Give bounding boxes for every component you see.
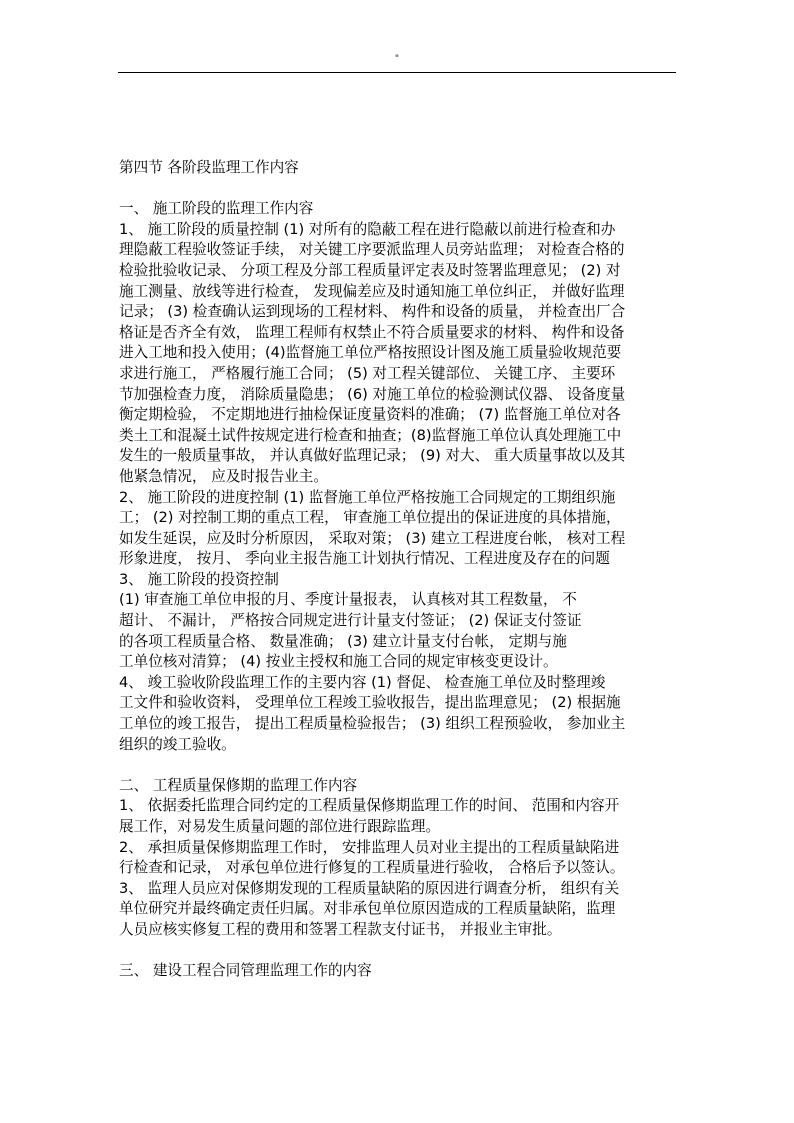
text-line: 格证是否齐全有效， 监理工程师有权禁止不符合质量要求的材料、 构件和设备	[119, 323, 625, 341]
section-title: 第四节 各阶段监理工作内容	[119, 159, 299, 176]
document-body	[119, 158, 681, 982]
header-mark: "	[394, 54, 400, 64]
part1-heading: 一、 施工阶段的监理工作内容	[119, 200, 314, 218]
text-line: 衡定期检验， 不定期地进行抽检保证度量资料的准确； (7) 监督施工单位对各	[119, 406, 621, 424]
part3-heading: 三、 建设工程合同管理监理工作的内容	[119, 962, 372, 980]
text-line: 理隐蔽工程验收签证手续， 对关键工序要派监理人员旁站监理； 对检查合格的	[119, 241, 625, 259]
text-line: 单位研究并最终确定责任归属。对非承包单位原因造成的工程质量缺陷，监理	[119, 900, 616, 918]
text-line: 超计、 不漏计， 严格按合同规定进行计量支付签证； (2) 保证支付签证	[119, 612, 582, 630]
text-line: 展工作，对易发生质量问题的部位进行跟踪监理。	[119, 818, 441, 835]
part2-paragraph-1	[119, 796, 681, 837]
part1-paragraph-2	[119, 488, 681, 570]
text-line: (1) 审查施工单位申报的月、季度计量报表， 认真核对其工程数量， 不	[119, 591, 577, 609]
text-line: 4、 竣工验收阶段监理工作的主要内容 (1) 督促、 检查施工单位及时整理竣	[119, 673, 606, 691]
text-line: 的各项工程质量合格、 数量准确； (3) 建立计量支付台帐， 定期与施	[119, 632, 567, 650]
text-line: 人员应核实修复工程的费用和签署工程款支付证书， 并报业主审批。	[119, 920, 562, 938]
part1-paragraph-3	[119, 590, 681, 672]
part1-paragraph-1	[119, 220, 681, 488]
text-line: 记录； (3) 检查确认运到现场的工程材料、 构件和设备的质量， 并检查出厂合	[119, 303, 626, 321]
text-line: 1、 依据委托监理合同约定的工程质量保修期监理工作的时间、 范围和内容开	[119, 797, 620, 815]
text-line: 施工测量、放线等进行检查， 发现偏差应及时通知施工单位纠正， 并做好监理	[119, 282, 625, 300]
text-line: 检验批验收记录、 分项工程及分部工程质量评定表及时签署监理意见； (2) 对	[119, 261, 621, 279]
text-line: 工单位核对清算； (4) 按业主授权和施工合同的规定审核变更设计。	[119, 653, 558, 671]
text-line: 工； (2) 对控制工期的重点工程， 审查施工单位提出的保证进度的具体措施，	[119, 509, 621, 527]
part1-paragraph-3-heading: 3、 施工阶段的投资控制	[119, 570, 279, 588]
text-line: 发生的一般质量事故， 并认真做好监理记录； (9) 对大、 重大质量事故以及其	[119, 447, 626, 465]
text-line: 进入工地和投入使用；(4)监督施工单位严格按照设计图及施工质量验收规范要	[119, 344, 622, 362]
text-line: 组织的竣工验收。	[119, 735, 236, 753]
text-line: 2、 承担质量保修期监理工作时， 安排监理人员对业主提出的工程质量缺陷进	[119, 838, 620, 856]
part2-paragraph-3	[119, 879, 681, 941]
text-line: 1、 施工阶段的质量控制 (1) 对所有的隐蔽工程在进行隐蔽以前进行检查和办	[119, 220, 616, 238]
text-line: 3、 监理人员应对保修期发现的工程质量缺陷的原因进行调查分析， 组织有关	[119, 879, 620, 897]
part1-paragraph-4	[119, 673, 681, 755]
text-line: 形象进度， 按月、 季向业主报告施工计划执行情况、工程进度及存在的问题	[119, 550, 610, 568]
text-line: 求进行施工， 严格履行施工合同； (5) 对工程关键部位、 关键工序、 主要环	[119, 364, 616, 382]
text-line: 他紧急情况， 应及时报告业主。	[119, 467, 328, 485]
text-line: 类土工和混凝土试件按规定进行检查和抽查；(8)监督施工单位认真处理施工中	[119, 426, 622, 444]
header-rule	[118, 72, 676, 73]
part2-heading: 二、 工程质量保修期的监理工作内容	[119, 776, 358, 794]
text-line: 如发生延误，应及时分析原因， 采取对策； (3) 建立工程进度台帐， 核对工程	[119, 529, 626, 547]
text-line: 行检查和记录， 对承包单位进行修复的工程质量进行验收， 合格后予以签认。	[119, 859, 625, 877]
text-line: 2、 施工阶段的进度控制 (1) 监督施工单位严格按施工合同规定的工期组织施	[119, 488, 616, 506]
text-line: 工单位的竣工报告， 提出工程质量检验报告； (3) 组织工程预验收， 参加业主	[119, 715, 626, 733]
text-line: 工文件和验收资料， 受理单位工程竣工验收报告，提出监理意见； (2) 根据施	[119, 694, 621, 712]
text-line: 节加强检查力度， 消除质量隐患； (6) 对施工单位的检验测试仪器、 设备度量	[119, 385, 626, 403]
part2-paragraph-2	[119, 838, 681, 879]
